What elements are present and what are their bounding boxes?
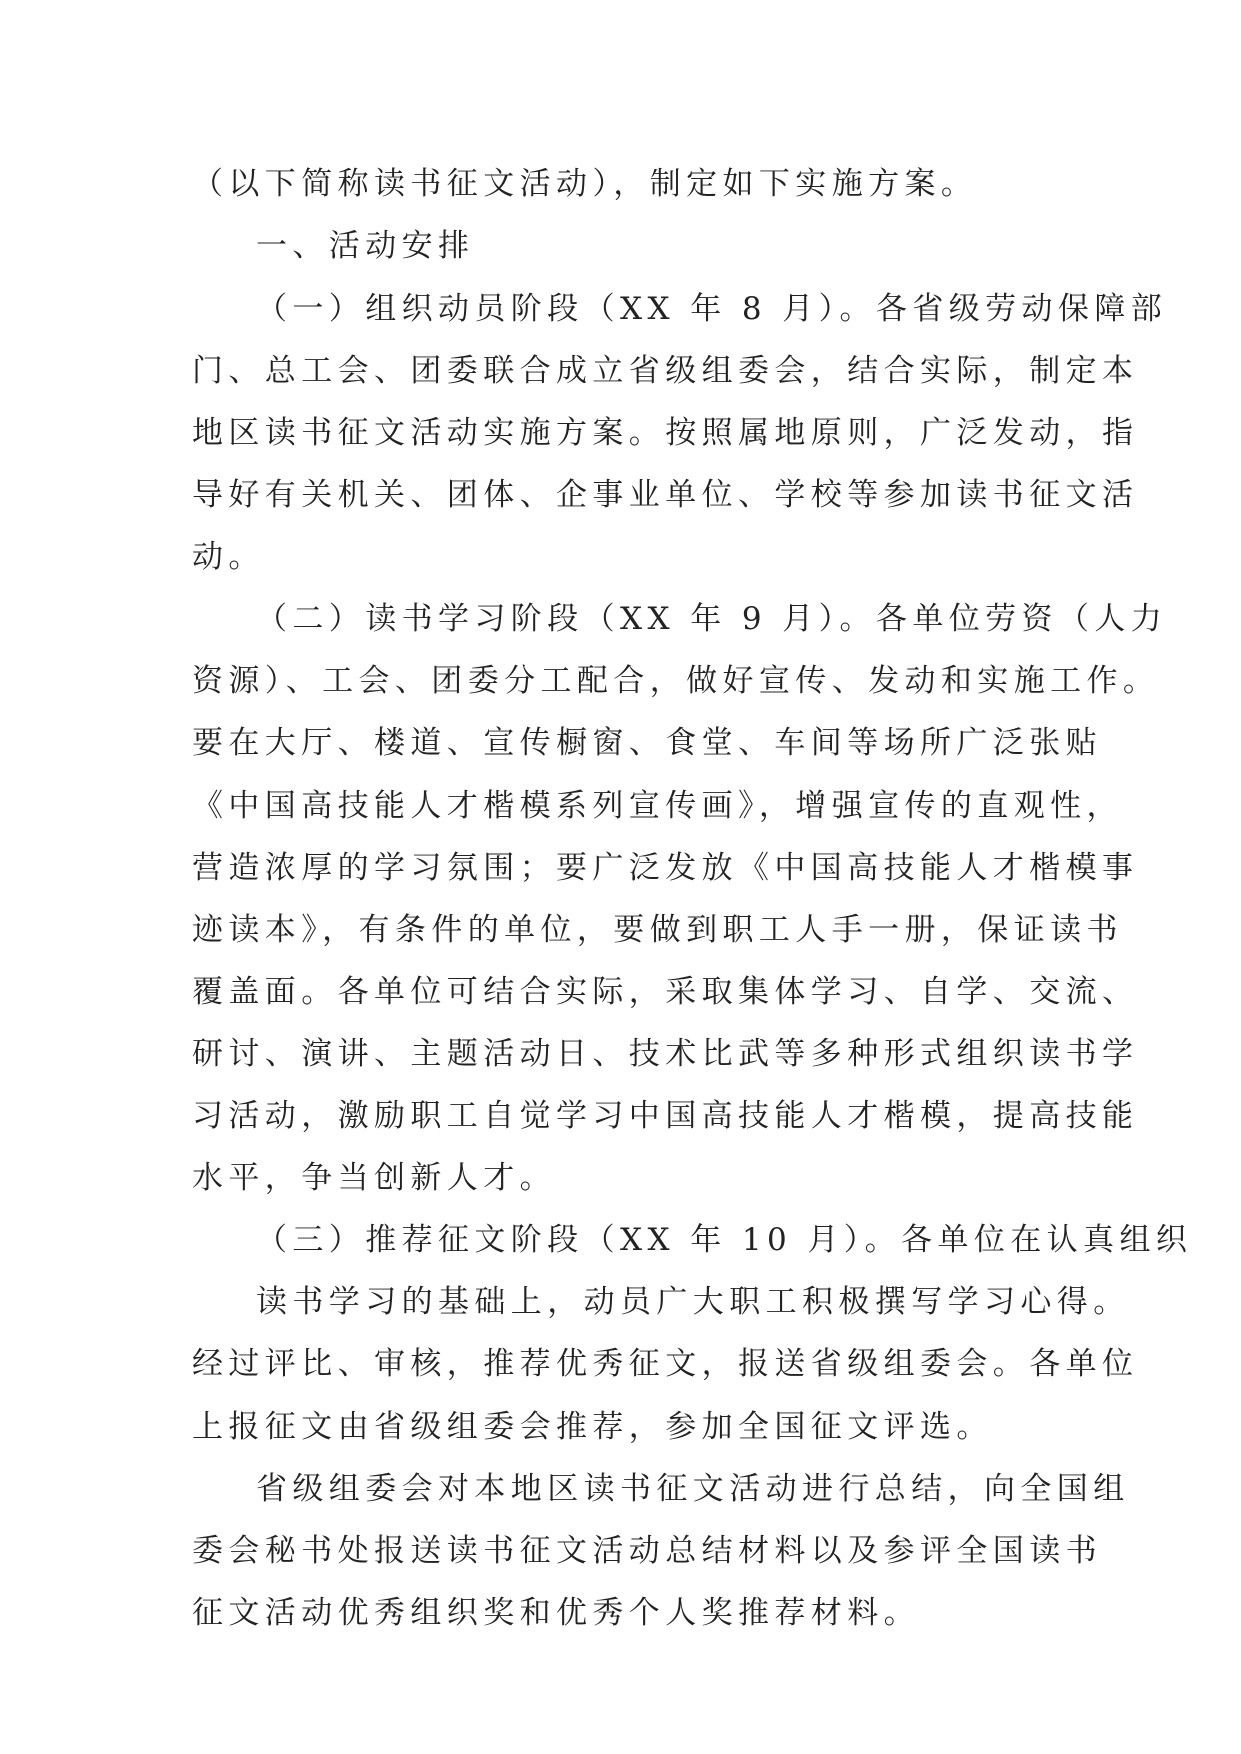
text-line: （三）推荐征文阶段（XX 年 10 月）。各单位在认真组织 [256,1222,1193,1258]
text-line: 委会秘书处报送读书征文活动总结材料以及参评全国读书 [192,1533,1102,1569]
text-line: 经过评比、审核，推荐优秀征文，报送省级组委会。各单位 [192,1346,1139,1382]
text-line: 营造浓厚的学习氛围；要广泛发放《中国高技能人才楷模事 [192,850,1139,886]
text-line: 上报征文由省级组委会推荐，参加全国征文评选。 [192,1409,993,1445]
text-line: 水平，争当创新人才。 [192,1160,556,1196]
text-line: （以下简称读书征文活动），制定如下实施方案。 [192,166,978,202]
text-line: 研讨、演讲、主题活动日、技术比武等多种形式组织读书学 [192,1036,1139,1072]
text-line: 征文活动优秀组织奖和优秀个人奖推荐材料。 [192,1595,920,1631]
text-line: 习活动，激励职工自觉学习中国高技能人才楷模，提高技能 [192,1098,1139,1134]
text-line: 覆盖面。各单位可结合实际，采取集体学习、自学、交流、 [192,974,1139,1010]
text-line: 迹读本》，有条件的单位，要做到职工人手一册，保证读书 [192,912,1123,948]
text-line: 《中国高技能人才楷模系列宣传画》，增强宣传的直观性， [192,788,1123,824]
text-line: 要在大厅、楼道、宣传橱窗、食堂、车间等场所广泛张贴 [192,725,1102,761]
text-line: 资源）、工会、团委分工配合，做好宣传、发动和实施工作。 [192,663,1160,699]
text-line: （二）读书学习阶段（XX 年 9 月）。各单位劳资（人力 [256,601,1168,637]
text-line: （一）组织动员阶段（XX 年 8 月）。各省级劳动保障部 [256,291,1168,327]
text-line: 地区读书征文活动实施方案。按照属地原则，广泛发动，指 [192,415,1139,451]
text-line: 动。 [192,539,265,575]
text-line: 门、总工会、团委联合成立省级组委会，结合实际，制定本 [192,353,1139,389]
text-line: 省级组委会对本地区读书征文活动进行总结，向全国组 [256,1471,1130,1507]
text-line: 读书学习的基础上，动员广大职工积极撰写学习心得。 [256,1284,1130,1320]
text-line: 导好有关机关、团体、企事业单位、学校等参加读书征文活 [192,477,1139,513]
section-heading: 一、活动安排 [256,228,475,264]
